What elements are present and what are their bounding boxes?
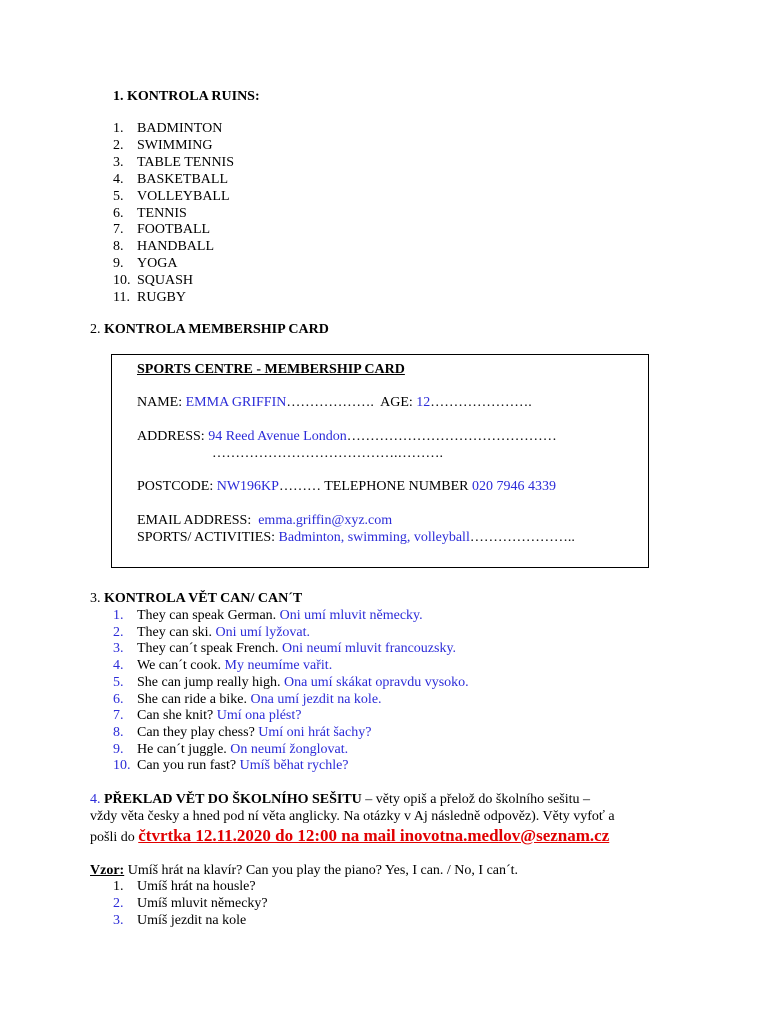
czech-translation: Umí ona plést? [216,708,302,724]
address-label: ADDRESS: [137,429,209,444]
sports-value: Badminton, swimming, volleyball [278,530,470,545]
example-line [90,862,518,879]
list-number: 5. [113,188,124,204]
sport-name: BASKETBALL [137,171,228,187]
english-sentence: They can´t speak French. [137,641,282,657]
list-number: 3. [113,641,124,657]
list-number: 6. [113,691,124,707]
list-number: 3. [113,154,124,170]
sport-list-item [113,272,193,289]
sport-name: RUGBY [137,290,187,305]
list-number: 9. [113,741,124,757]
age-label: AGE: [373,395,417,410]
sport-name: SQUASH [137,273,194,289]
english-sentence: He can´t juggle. [137,741,231,757]
can-sentence-item [113,640,456,657]
list-number: 10. [113,758,131,774]
postcode-value: NW196KP [216,479,279,494]
section2-number: 2. [90,322,104,337]
czech-translation: Oni neumí mluvit francouzsky. [282,641,457,657]
list-number: 1. [113,121,124,136]
telephone-value: 020 7946 4339 [472,479,556,494]
sport-list-item [113,289,186,306]
card-name-row [137,394,532,411]
list-number: 11. [113,290,130,305]
section4-title: PŘEKLAD VĚT DO ŠKOLNÍHO SEŠITU [104,792,362,807]
section4-line3 [90,826,609,848]
address-dots: ……………………………………… [346,429,557,444]
address-dots-line2: ………………………………….………. [212,446,443,461]
sports-dots: ………………….. [469,530,575,545]
section4-number: 4. [90,792,104,807]
sport-list-item [113,154,234,171]
section4-line1 [90,791,590,808]
sport-list-item [113,137,212,154]
list-number: 5. [113,674,124,690]
list-number: 3. [113,913,124,928]
list-number: 7. [113,708,124,724]
card-sports-row [137,529,575,546]
list-number: 2. [113,624,124,640]
sport-name: FOOTBALL [137,222,211,238]
example-question: Umíš hrát na housle? [137,879,256,894]
example-item [113,878,256,895]
list-number: 8. [113,239,124,255]
name-value: EMMA GRIFFIN [185,395,287,410]
english-sentence: Can they play chess? [137,724,259,740]
postcode-dots: ……… [278,479,325,494]
can-sentence-item [113,741,348,758]
list-number: 6. [113,205,124,221]
can-sentence-item [113,757,349,774]
sport-name: BADMINTON [137,121,223,136]
czech-translation: Ona umí skákat opravdu vysoko. [283,674,469,690]
czech-translation: Ona umí jezdit na kole. [250,691,382,707]
card-email-row [137,512,392,529]
list-number: 2. [113,137,124,153]
english-sentence: She can jump really high. [137,674,284,690]
email-label: EMAIL ADDRESS: [137,513,259,528]
card-postcode-row [137,478,556,495]
card-address-row [137,428,557,445]
sport-name: SWIMMING [137,137,213,153]
czech-translation: My neumíme vařit. [224,658,333,674]
example-item [113,912,246,929]
english-sentence: Can she knit? [137,708,217,724]
deadline-text: čtvrtka 12.11.2020 do 12:00 na mail inovotna.medlov@seznam.cz [138,826,610,845]
can-sentence-item [113,607,423,624]
english-sentence: She can ride a bike. [137,691,251,707]
list-number: 10. [113,273,131,289]
example-question: Umíš jezdit na kole [137,913,247,928]
list-number: 1. [113,879,124,894]
section2-title: KONTROLA MEMBERSHIP CARD [104,322,329,337]
address-value: 94 Reed Avenue London [208,429,347,444]
list-number: 9. [113,256,124,272]
example-label: Vzor: [90,863,125,878]
can-sentence-item [113,724,371,741]
sport-list-item [113,120,222,137]
sport-list-item [113,188,230,205]
english-sentence: They can speak German. [137,608,280,623]
section3-title: KONTROLA VĚT CAN/ CAN´T [104,591,303,606]
sport-name: YOGA [137,256,178,272]
czech-translation: Oni umí mluvit německy. [279,608,423,623]
can-sentence-item [113,691,382,708]
sport-name: VOLLEYBALL [137,188,230,204]
section3-heading [90,590,302,607]
age-value: 12 [416,395,431,410]
czech-translation: On neumí žonglovat. [230,741,349,757]
can-sentence-item [113,657,332,674]
sport-list-item [113,171,228,188]
list-number: 4. [113,658,124,674]
sport-list-item [113,238,214,255]
english-sentence: We can´t cook. [137,658,225,674]
sport-name: HANDBALL [137,239,214,255]
can-sentence-item [113,707,301,724]
list-number: 4. [113,171,124,187]
card-title: SPORTS CENTRE - MEMBERSHIP CARD [137,362,405,377]
list-number: 7. [113,222,124,238]
can-sentence-item [113,624,310,641]
sport-list-item [113,205,187,222]
sports-label: SPORTS/ ACTIVITIES: [137,530,279,545]
section4-instruction: – věty opiš a přelož do školního sešitu – [361,792,591,807]
example-item [113,895,268,912]
telephone-label: TELEPHONE NUMBER [324,479,472,494]
example-text: Umíš hrát na klavír? Can you play the piano? Yes, I can. / No, I can´t. [124,863,519,878]
membership-card [111,354,649,568]
english-sentence: Can you run fast? [137,758,240,774]
example-question: Umíš mluvit německy? [137,896,268,911]
sport-name: TABLE TENNIS [137,154,235,170]
list-number: 2. [113,896,124,911]
can-sentence-item [113,674,469,691]
list-number: 1. [113,608,124,623]
sport-list-item [113,255,177,272]
section4-line2: vždy věta česky a hned pod ní věta anglicky. Na otázky v Aj následně odpověz). Věty vyfoť a [90,809,615,824]
czech-translation: Umíš běhat rychle? [239,758,349,774]
age-dots: …………………. [430,395,532,410]
section2-heading [90,321,329,338]
name-label: NAME: [137,395,186,410]
czech-translation: Umí oni hrát šachy? [258,724,372,740]
name-dots: ………………. [286,395,374,410]
section1-heading: 1. KONTROLA RUINS: [113,89,260,104]
email-value: emma.griffin@xyz.com [258,513,393,528]
list-number: 8. [113,724,124,740]
sport-name: TENNIS [137,205,187,221]
section3-number: 3. [90,591,104,606]
section4-send-to: pošli do [90,830,139,845]
czech-translation: Oni umí lyžovat. [215,624,311,640]
postcode-label: POSTCODE: [137,479,217,494]
sport-list-item [113,221,210,238]
english-sentence: They can ski. [137,624,216,640]
